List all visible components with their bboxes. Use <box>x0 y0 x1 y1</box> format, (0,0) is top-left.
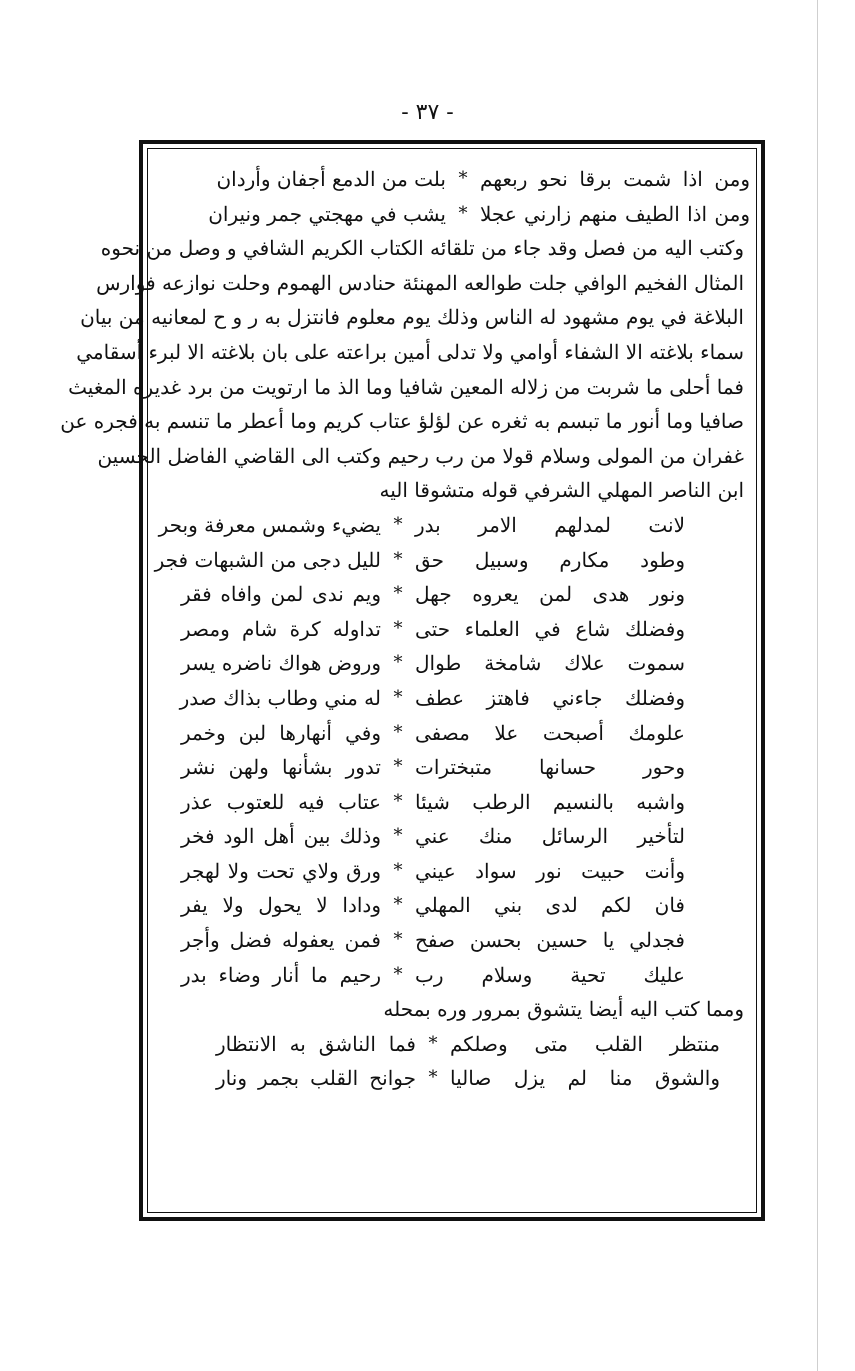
verse-first-hemistich: وحور حسانها متبخترات <box>415 755 685 780</box>
prose-line: ومما كتب اليه أيضا يتشوق بمرور وره بمحله <box>383 997 744 1022</box>
verse-first-hemistich: والشوق منا لم يزل صاليا <box>450 1066 720 1091</box>
verse-first-hemistich: سموت علاك شامخة طوال <box>415 651 685 676</box>
verse-line <box>154 681 750 716</box>
verse-separator-star: * <box>393 756 403 778</box>
verse-separator-star: * <box>393 825 403 847</box>
verse-first-hemistich: لانت لمدلهم الامر بدر <box>415 512 685 537</box>
verse-line <box>154 646 750 681</box>
verse-second-hemistich: ويم ندى لمن وافاه فقر <box>181 582 381 607</box>
verse-first-hemistich: وطود مكارم وسبيل حق <box>415 547 685 572</box>
verse-second-hemistich: يضيء وشمس معرفة وبحر <box>158 512 381 537</box>
verse-second-hemistich: تداوله كرة شام ومصر <box>181 616 381 641</box>
verse-second-hemistich: فمن يعفوله فضل وأجر <box>181 928 381 953</box>
verse-line <box>154 854 750 889</box>
verse-first-hemistich: وفضلك شاع في العلماء حتى <box>415 616 685 641</box>
page-edge-rule <box>817 0 818 1371</box>
verse-line <box>154 888 750 923</box>
verse-separator-star: * <box>393 513 403 535</box>
verse-second-hemistich: لليل دجى من الشبهات فجر <box>154 547 381 572</box>
verse-line <box>154 785 750 820</box>
verse-second-hemistich: يشب في مهجتي جمر ونيران <box>208 201 446 226</box>
verse-separator-star: * <box>393 963 403 985</box>
verse-second-hemistich: ودادا لا يحول ولا يفر <box>181 893 381 918</box>
verse-separator-star: * <box>428 1032 438 1054</box>
verse-line <box>154 543 750 578</box>
verse-line <box>154 1061 750 1096</box>
verse-first-hemistich: عليك تحية وسلام رب <box>415 962 685 987</box>
verse-line <box>154 612 750 647</box>
verse-line <box>154 577 750 612</box>
verse-separator-star: * <box>428 1067 438 1089</box>
text-block <box>60 162 750 1096</box>
verse-separator-star: * <box>393 929 403 951</box>
verse-separator-star: * <box>393 583 403 605</box>
prose-line: ابن الناصر المهلي الشرفي قوله متشوقا اليه <box>379 478 744 503</box>
verse-first-hemistich: لتأخير الرسائل منك عني <box>415 824 685 849</box>
verse-line <box>154 958 750 993</box>
verse-first-hemistich: منتظر القلب متى وصلكم <box>450 1031 720 1056</box>
verse-separator-star: * <box>458 202 468 224</box>
verse-line <box>154 923 750 958</box>
verse-second-hemistich: عتاب فيه للعتوب عذر <box>181 789 381 814</box>
verse-second-hemistich: بلت من الدمع أجفان وأردان <box>216 167 446 191</box>
verse-second-hemistich: وذلك بين أهل الود فخر <box>181 824 381 849</box>
verse-first-hemistich: فان لكم لدى بني المهلي <box>415 893 685 918</box>
verse-second-hemistich: تدور بشأنها ولهن نشر <box>181 755 381 780</box>
verse-second-hemistich: له مني وطاب بذاك صدر <box>179 685 381 710</box>
verse-line <box>154 716 750 751</box>
verse-first-hemistich: علومك أصبحت علا مصفى <box>415 720 685 745</box>
verse-first-hemistich: ومن اذا الطيف منهم زارني عجلا <box>480 201 750 226</box>
verse-second-hemistich: فما الناشق به الانتظار <box>216 1031 416 1056</box>
verse-line <box>154 197 750 232</box>
verse-first-hemistich: وفضلك جاءني فاهتز عطف <box>415 685 685 710</box>
verse-separator-star: * <box>458 168 468 189</box>
verse-line <box>154 162 750 197</box>
prose-line: غفران من المولى وسلام قولا من رب رحيم وكتب الى القاضي الفاضل الحسين <box>97 443 744 468</box>
verse-second-hemistich: ورق ولاي تحت ولا لهجر <box>181 858 381 883</box>
prose-line: صافيا وما أنور ما تبسم به ثغره عن لؤلؤ عتاب كريم وما أعطر ما تنسم به فجره عن <box>60 409 744 434</box>
verse-separator-star: * <box>393 859 403 881</box>
verse-first-hemistich: واشبه بالنسيم الرطب شيئا <box>415 789 685 814</box>
verse-line <box>154 750 750 785</box>
verse-second-hemistich: رحيم ما أنار وضاء بدر <box>181 962 381 987</box>
prose-line: المثال الفخيم الوافي جلت طوالعه المهنئة حنادس الهموم وحلت نوازعه فوارس <box>96 270 744 295</box>
prose-line: وكتب اليه من فصل وقد جاء من تلقائه الكتاب الكريم الشافي و وصل من نحوه <box>100 236 744 261</box>
verse-line <box>154 1027 750 1062</box>
verse-separator-star: * <box>393 617 403 639</box>
verse-line <box>154 508 750 543</box>
verse-line <box>154 819 750 854</box>
prose-line: البلاغة في يوم مشهود له الناس وذلك يوم معلوم فانتزل به ر و ح لمعانيه من بيان <box>80 305 744 330</box>
verse-separator-star: * <box>393 790 403 812</box>
verse-first-hemistich: فجدلي يا حسين بحسن صفح <box>415 928 685 953</box>
verse-first-hemistich: ومن اذا شمت برقا نحو ربعهم <box>480 167 750 191</box>
prose-line: سماء بلاغته الا الشفاء أوامي ولا تدلى أمين براعته على بان بلاغته الا لبرء أسقامي <box>76 339 744 364</box>
verse-first-hemistich: ونور هدى لمن يعروه جهل <box>415 582 685 607</box>
verse-separator-star: * <box>393 686 403 708</box>
prose-line: فما أحلى ما شربت من زلاله المعين شافيا وما الذ ما ارتويت من برد غديره المغيث <box>68 374 744 399</box>
page-number: - ٣٧ - <box>401 100 454 125</box>
verse-separator-star: * <box>393 721 403 743</box>
verse-separator-star: * <box>393 894 403 916</box>
verse-second-hemistich: جوانح القلب بجمر ونار <box>216 1066 416 1091</box>
verse-separator-star: * <box>393 548 403 570</box>
verse-separator-star: * <box>393 652 403 674</box>
verse-second-hemistich: وفي أنهارها لبن وخمر <box>181 720 381 745</box>
verse-second-hemistich: وروض هواك ناضره يسر <box>181 651 381 676</box>
verse-first-hemistich: وأنت حبيت نور سواد عيني <box>415 858 685 883</box>
